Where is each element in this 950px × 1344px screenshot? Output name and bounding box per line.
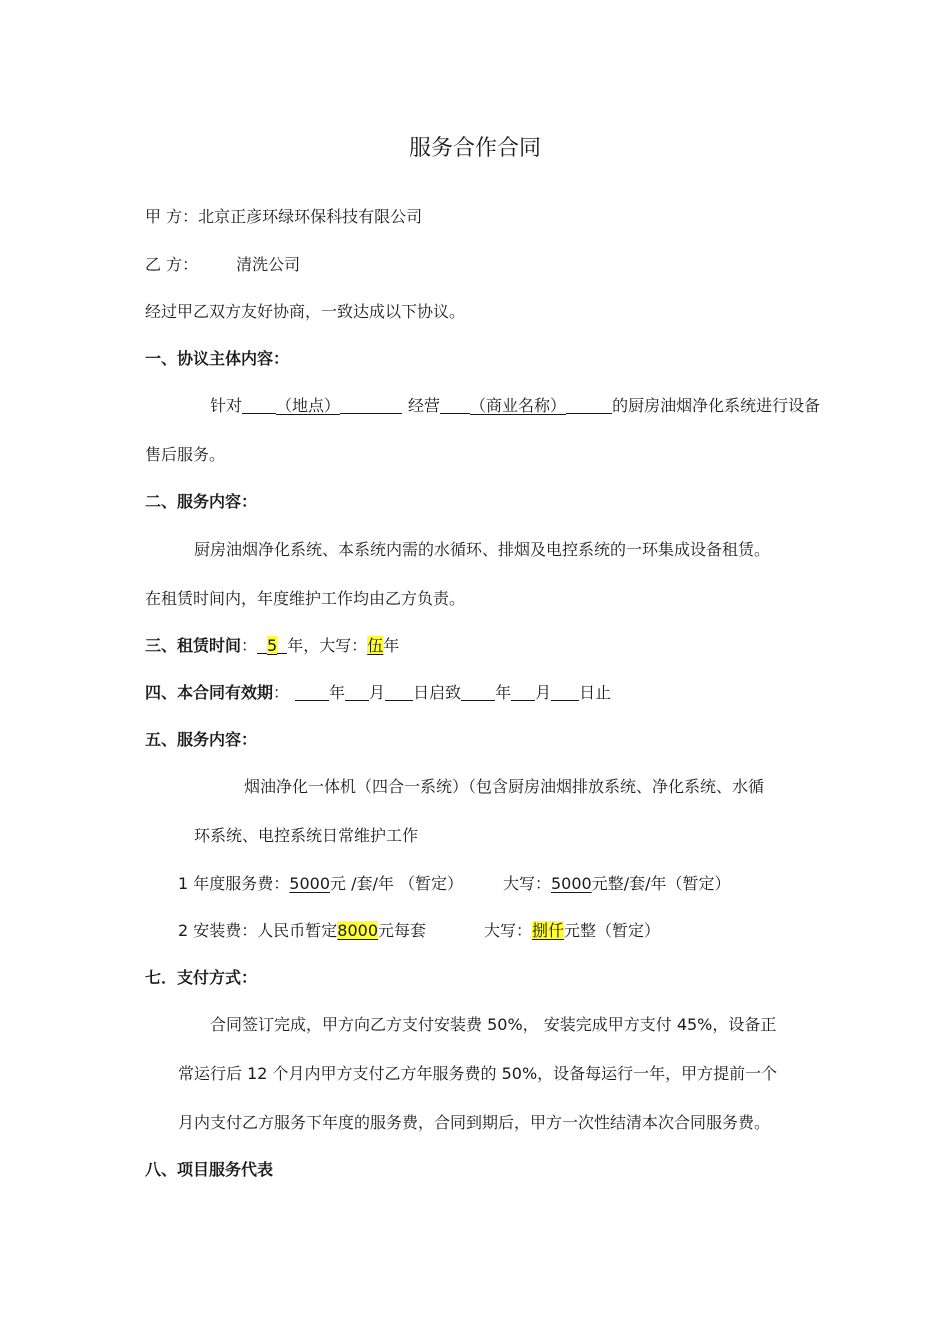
rental-years-cn-unit: 年 — [383, 636, 400, 655]
party-a-label: 甲 方： — [145, 207, 199, 226]
section4-colon: ： — [273, 683, 290, 702]
fee2-label: 2 安装费：人民币暂定 — [178, 921, 338, 940]
section2-heading: 二、服务内容： — [145, 492, 258, 511]
fee1-cn-value: 5000 — [550, 874, 592, 893]
fee2-cn-value: 捌仟 — [532, 921, 565, 940]
start-year-label: 年 — [329, 683, 346, 702]
installation-fee — [178, 920, 660, 942]
section8-heading: 八、项目服务代表 — [145, 1160, 274, 1179]
blank-line — [566, 396, 612, 414]
blank-line — [440, 396, 470, 414]
start-month-blank — [345, 683, 369, 701]
section1-suffix: 的厨房油烟净化系统进行设备 — [612, 396, 821, 415]
place-field: （地点） — [276, 396, 341, 415]
party-b — [145, 254, 300, 276]
section2-line2: 在租赁时间内，年度维护工作均由乙方负责。 — [145, 589, 466, 608]
party-b-label: 乙 方： — [145, 255, 199, 274]
rental-years: 5 — [267, 636, 278, 655]
section3-colon: ： — [241, 636, 258, 655]
blank-line — [257, 636, 267, 654]
section2-line1: 厨房油烟净化系统、本系统内需的水循环、排烟及电控系统的一环集成设备租赁。 — [194, 540, 771, 559]
blank-line — [242, 396, 276, 414]
section1-line2: 售后服务。 — [145, 445, 226, 464]
end-year-label: 年 — [495, 683, 512, 702]
blank-line — [340, 396, 402, 414]
rental-years-unit: 年，大写： — [287, 636, 368, 655]
section4-validity — [145, 682, 611, 704]
fee1-cn-label: 大写： — [502, 874, 551, 893]
end-month-blank — [511, 683, 535, 701]
party-a — [145, 206, 422, 228]
end-month-label: 月 — [535, 683, 552, 702]
rental-years-cn: 伍 — [367, 636, 384, 655]
section5-heading: 五、服务内容： — [145, 730, 258, 749]
blank-line — [277, 636, 287, 654]
section7-heading: 七．支付方式： — [145, 968, 258, 987]
party-a-value: 北京正彦环绿环保科技有限公司 — [198, 207, 423, 226]
section1-prefix: 针对 — [210, 396, 243, 415]
end-day-label: 日止 — [579, 683, 612, 702]
start-year-blank — [295, 683, 329, 701]
section3-rental-term — [145, 635, 399, 657]
start-day-label: 日启致 — [413, 683, 462, 702]
fee2-cn-unit: 元整（暂定） — [564, 921, 661, 940]
document-title: 服务合作合同 — [408, 136, 541, 161]
section1-mid: 经营 — [408, 396, 441, 415]
end-year-blank — [461, 683, 495, 701]
section4-heading: 四、本合同有效期 — [145, 683, 274, 702]
business-field: （商业名称） — [470, 396, 567, 415]
party-b-value: 清洗公司 — [236, 255, 301, 274]
section1-heading: 一、协议主体内容： — [145, 349, 290, 368]
fee1-cn-unit: 元整/套/年（暂定） — [591, 874, 731, 893]
fee1-label: 1 年度服务费： — [178, 874, 290, 893]
section3-heading: 三、租赁时间 — [145, 636, 242, 655]
intro-text: 经过甲乙双方友好协商，一致达成以下协议。 — [145, 302, 466, 321]
section7-line3: 月内支付乙方服务下年度的服务费，合同到期后，甲方一次性结清本次合同服务费。 — [178, 1113, 771, 1132]
annual-service-fee — [178, 873, 731, 895]
section1-clause — [210, 395, 820, 417]
start-day-blank — [385, 683, 413, 701]
section7-line1: 合同签订完成，甲方向乙方支付安装费 50%， 安装完成甲方支付 45%，设备正 — [210, 1015, 777, 1034]
end-day-blank — [551, 683, 579, 701]
fee1-value: 5000 — [289, 874, 330, 893]
fee2-value: 8000 — [337, 921, 378, 940]
fee1-unit: 元 /套/年 （暂定） — [330, 874, 463, 893]
fee2-cn-label: 大写： — [484, 921, 533, 940]
section5-line2: 环系统、电控系统日常维护工作 — [194, 826, 419, 845]
section7-line2: 常运行后 12 个月内甲方支付乙方年服务费的 50%，设备每运行一年，甲方提前一个 — [178, 1064, 778, 1083]
start-month-label: 月 — [369, 683, 386, 702]
fee2-unit: 元每套 — [378, 921, 427, 940]
section5-line1: 烟油净化一体机（四合一系统）（包含厨房油烟排放系统、净化系统、水循 — [244, 777, 765, 796]
